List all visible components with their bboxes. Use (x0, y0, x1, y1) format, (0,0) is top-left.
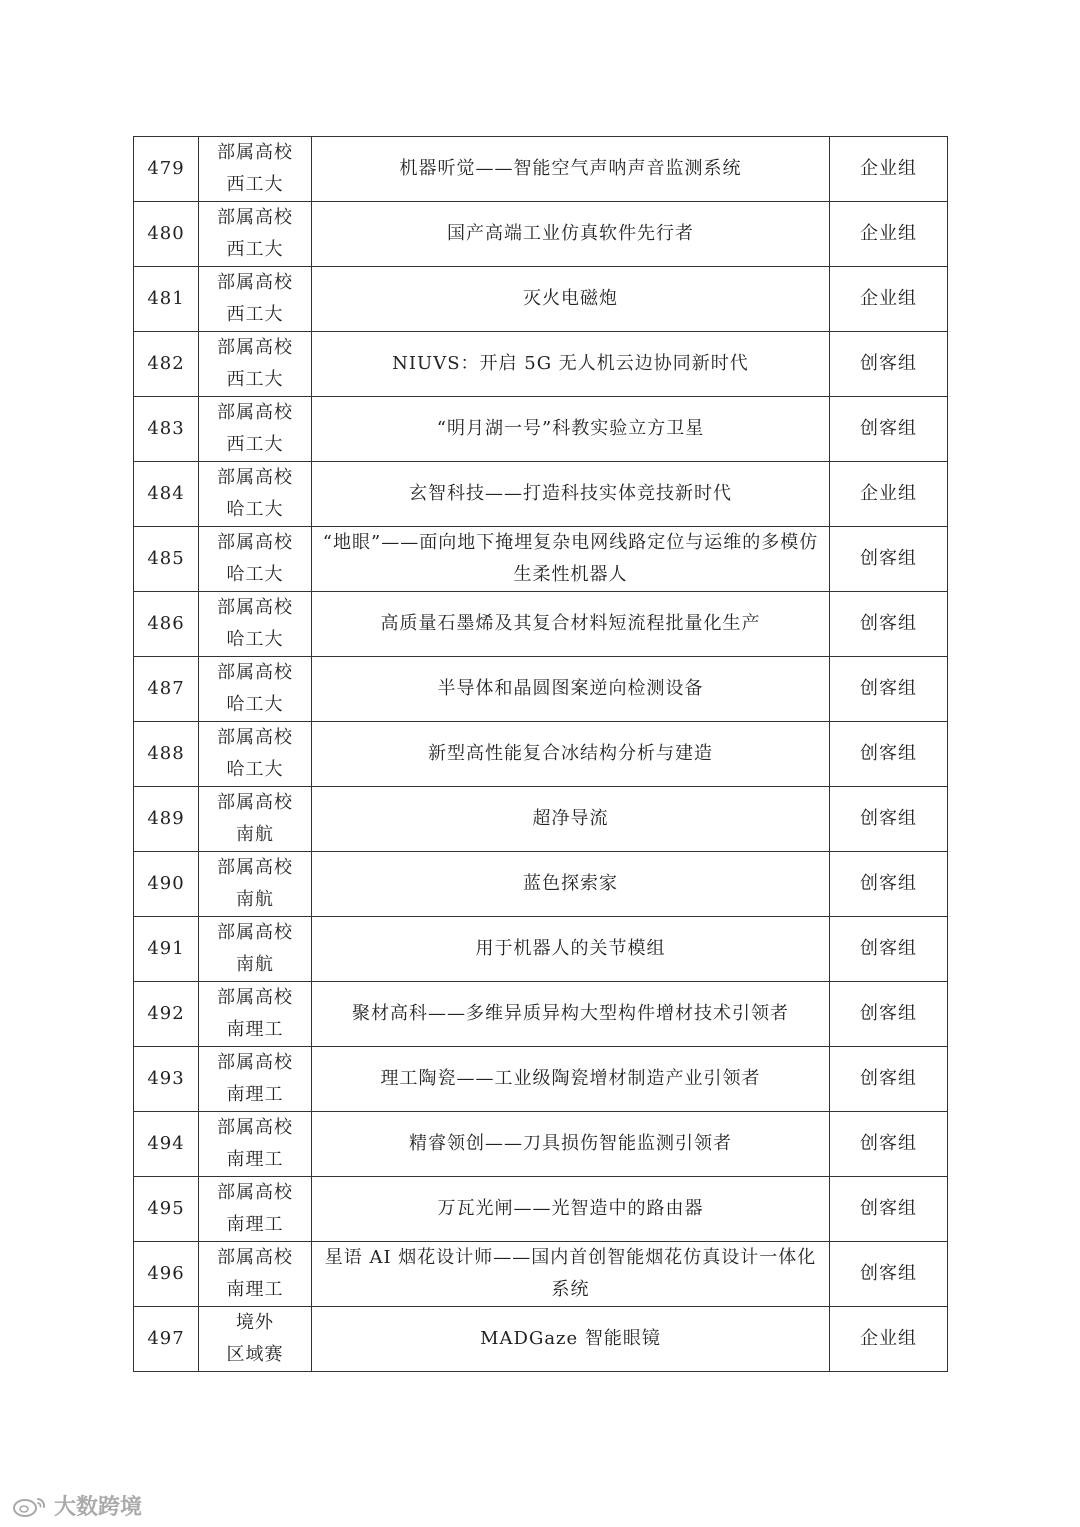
row-number: 483 (134, 397, 199, 462)
group-label: 创客组 (830, 982, 948, 1047)
organizer-name: 区域赛 (226, 1344, 284, 1365)
organizer-cell (199, 787, 312, 852)
row-number: 481 (134, 267, 199, 332)
organizer-type: 部属高校 (217, 402, 293, 423)
table-row (134, 852, 948, 917)
group-label: 企业组 (830, 462, 948, 527)
organizer-cell (199, 852, 312, 917)
project-name: 机器听觉——智能空气声呐声音监测系统 (312, 137, 830, 202)
group-label: 创客组 (830, 722, 948, 787)
project-name: NIUVS：开启 5G 无人机云边协同新时代 (312, 332, 830, 397)
project-name: 用于机器人的关节模组 (312, 917, 830, 982)
table-row (134, 787, 948, 852)
organizer-type: 部属高校 (217, 922, 293, 943)
organizer-cell (199, 1177, 312, 1242)
table-row (134, 397, 948, 462)
group-label: 企业组 (830, 202, 948, 267)
group-label: 企业组 (830, 267, 948, 332)
organizer-name: 哈工大 (226, 564, 284, 585)
organizer-type: 部属高校 (217, 857, 293, 878)
table-row (134, 722, 948, 787)
row-number: 492 (134, 982, 199, 1047)
project-name: 星语 AI 烟花设计师——国内首创智能烟花仿真设计一体化系统 (312, 1242, 830, 1307)
organizer-cell (199, 397, 312, 462)
group-label: 创客组 (830, 592, 948, 657)
row-number: 490 (134, 852, 199, 917)
organizer-type: 部属高校 (217, 727, 293, 748)
organizer-name: 南理工 (226, 1149, 284, 1170)
project-name: “地眼”——面向地下掩埋复杂电网线路定位与运维的多模仿生柔性机器人 (312, 527, 830, 592)
project-name: MADGaze 智能眼镜 (312, 1307, 830, 1372)
organizer-name: 南航 (236, 954, 274, 975)
table-row (134, 1307, 948, 1372)
row-number: 496 (134, 1242, 199, 1307)
organizer-type: 部属高校 (217, 207, 293, 228)
row-number: 482 (134, 332, 199, 397)
organizer-name: 哈工大 (226, 759, 284, 780)
table-row (134, 462, 948, 527)
organizer-name: 哈工大 (226, 694, 284, 715)
project-name: 玄智科技——打造科技实体竞技新时代 (312, 462, 830, 527)
group-label: 创客组 (830, 1112, 948, 1177)
project-table-body (134, 137, 948, 1372)
organizer-cell (199, 1112, 312, 1177)
organizer-cell (199, 1307, 312, 1372)
table-row (134, 527, 948, 592)
organizer-name: 南理工 (226, 1084, 284, 1105)
organizer-type: 部属高校 (217, 272, 293, 293)
organizer-name: 南理工 (226, 1019, 284, 1040)
group-label: 创客组 (830, 1242, 948, 1307)
project-name: 聚材高科——多维异质异构大型构件增材技术引领者 (312, 982, 830, 1047)
group-label: 创客组 (830, 527, 948, 592)
project-name: 高质量石墨烯及其复合材料短流程批量化生产 (312, 592, 830, 657)
organizer-cell (199, 462, 312, 527)
organizer-cell (199, 722, 312, 787)
organizer-cell (199, 137, 312, 202)
row-number: 489 (134, 787, 199, 852)
group-label: 创客组 (830, 332, 948, 397)
project-name: “明月湖一号”科教实验立方卫星 (312, 397, 830, 462)
project-name: 万瓦光闸——光智造中的路由器 (312, 1177, 830, 1242)
organizer-cell (199, 527, 312, 592)
organizer-type: 部属高校 (217, 1117, 293, 1138)
table-row (134, 592, 948, 657)
organizer-type: 境外 (236, 1312, 274, 1333)
project-name: 新型高性能复合冰结构分析与建造 (312, 722, 830, 787)
table-row (134, 1242, 948, 1307)
organizer-cell (199, 657, 312, 722)
organizer-type: 部属高校 (217, 662, 293, 683)
organizer-type: 部属高校 (217, 792, 293, 813)
row-number: 487 (134, 657, 199, 722)
organizer-name: 西工大 (226, 434, 284, 455)
organizer-name: 南理工 (226, 1214, 284, 1235)
organizer-cell (199, 982, 312, 1047)
row-number: 480 (134, 202, 199, 267)
project-name: 灭火电磁炮 (312, 267, 830, 332)
project-table (133, 136, 948, 1372)
group-label: 创客组 (830, 852, 948, 917)
watermark (10, 1490, 142, 1521)
organizer-cell (199, 332, 312, 397)
organizer-cell (199, 917, 312, 982)
organizer-cell (199, 1047, 312, 1112)
organizer-type: 部属高校 (217, 1052, 293, 1073)
organizer-type: 部属高校 (217, 987, 293, 1008)
organizer-name: 西工大 (226, 369, 284, 390)
group-label: 创客组 (830, 1177, 948, 1242)
organizer-type: 部属高校 (217, 467, 293, 488)
organizer-type: 部属高校 (217, 1247, 293, 1268)
table-row (134, 917, 948, 982)
row-number: 486 (134, 592, 199, 657)
table-row (134, 137, 948, 202)
row-number: 494 (134, 1112, 199, 1177)
row-number: 484 (134, 462, 199, 527)
table-row (134, 332, 948, 397)
table-row (134, 202, 948, 267)
organizer-name: 南航 (236, 889, 274, 910)
group-label: 创客组 (830, 1047, 948, 1112)
organizer-name: 西工大 (226, 304, 284, 325)
organizer-name: 西工大 (226, 174, 284, 195)
organizer-name: 南航 (236, 824, 274, 845)
project-name: 半导体和晶圆图案逆向检测设备 (312, 657, 830, 722)
organizer-cell (199, 267, 312, 332)
project-name: 理工陶瓷——工业级陶瓷增材制造产业引领者 (312, 1047, 830, 1112)
row-number: 488 (134, 722, 199, 787)
organizer-cell (199, 202, 312, 267)
organizer-cell (199, 1242, 312, 1307)
row-number: 495 (134, 1177, 199, 1242)
organizer-type: 部属高校 (217, 597, 293, 618)
project-name: 国产高端工业仿真软件先行者 (312, 202, 830, 267)
organizer-name: 西工大 (226, 239, 284, 260)
organizer-name: 南理工 (226, 1279, 284, 1300)
table-row (134, 1177, 948, 1242)
group-label: 企业组 (830, 137, 948, 202)
row-number: 485 (134, 527, 199, 592)
organizer-type: 部属高校 (217, 142, 293, 163)
project-name: 精睿领创——刀具损伤智能监测引领者 (312, 1112, 830, 1177)
group-label: 创客组 (830, 787, 948, 852)
project-name: 蓝色探索家 (312, 852, 830, 917)
table-row (134, 267, 948, 332)
group-label: 创客组 (830, 657, 948, 722)
group-label: 企业组 (830, 1307, 948, 1372)
organizer-name: 哈工大 (226, 499, 284, 520)
organizer-type: 部属高校 (217, 337, 293, 358)
row-number: 491 (134, 917, 199, 982)
watermark-text: 大数跨境 (54, 1495, 143, 1520)
group-label: 创客组 (830, 397, 948, 462)
group-label: 创客组 (830, 917, 948, 982)
weibo-logo-icon (10, 1494, 48, 1518)
table-row (134, 1112, 948, 1177)
project-name: 超净导流 (312, 787, 830, 852)
row-number: 493 (134, 1047, 199, 1112)
organizer-name: 哈工大 (226, 629, 284, 650)
organizer-type: 部属高校 (217, 1182, 293, 1203)
table-row (134, 982, 948, 1047)
table-row (134, 657, 948, 722)
organizer-cell (199, 592, 312, 657)
row-number: 479 (134, 137, 199, 202)
table-row (134, 1047, 948, 1112)
row-number: 497 (134, 1307, 199, 1372)
organizer-type: 部属高校 (217, 532, 293, 553)
